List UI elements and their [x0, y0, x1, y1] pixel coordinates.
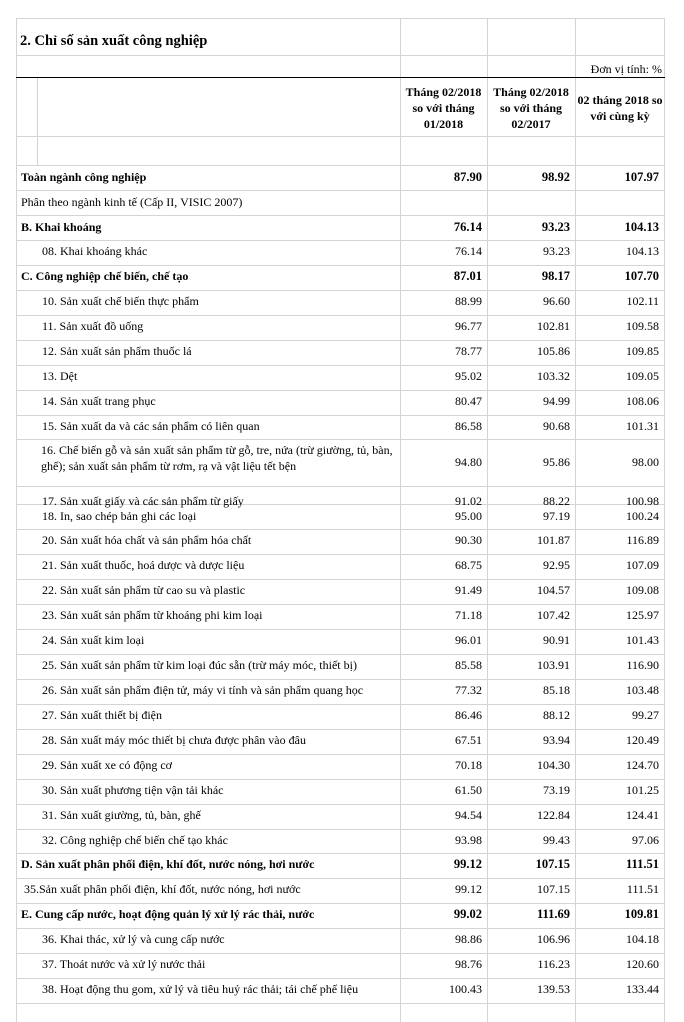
row-label: D. Sản xuất phân phối điện, khí đốt, nước nóng, hơi nước: [21, 857, 315, 871]
row-value-col1: 87.01: [453, 269, 482, 283]
row-value-col2: 103.91: [537, 658, 570, 672]
gridline-v-left: [16, 18, 17, 1022]
row-value-col1: 91.02: [455, 494, 482, 508]
gridline-h: [16, 165, 665, 166]
row-value-col2: 101.87: [537, 533, 570, 547]
page-title: 2. Chỉ số sản xuất công nghiệp: [20, 33, 208, 49]
row-value-col1: 61.50: [455, 783, 482, 797]
gridline-h: [16, 579, 665, 580]
gridline-h: [16, 136, 665, 137]
gridline-h: [16, 629, 665, 630]
row-label: 13. Dệt: [42, 369, 78, 383]
gridline-h: [16, 554, 665, 555]
row-value-col1: 77.32: [455, 683, 482, 697]
row-value-col2: 92.95: [543, 558, 570, 572]
row-value-col2: 107.42: [537, 608, 570, 622]
row-value-col1: [400, 194, 482, 210]
row-value-col1: 99.02: [453, 907, 482, 921]
row-label: 38. Hoạt động thu gom, xử lý và tiêu huỷ rác thải; tái chế phế liệu: [42, 982, 359, 996]
gridline-h: [16, 365, 665, 366]
row-value-col2: 116.23: [537, 957, 570, 971]
row-label: 11. Sản xuất đồ uống: [42, 319, 144, 333]
gridline-h: [16, 439, 665, 440]
row-value-col1: 95.00: [455, 509, 482, 523]
row-value-col2: 90.68: [543, 419, 570, 433]
gridline-h: [16, 604, 665, 605]
gridline-h: [16, 240, 665, 241]
row-value-col2: 107.15: [535, 857, 570, 871]
row-label: 29. Sản xuất xe có động cơ: [42, 758, 172, 772]
gridline-h: [16, 340, 665, 341]
row-value-col2: 106.96: [537, 932, 570, 946]
row-value-col3: 104.13: [624, 220, 659, 234]
row-value-col1: 94.54: [455, 808, 482, 822]
row-value-col2: 107.15: [537, 882, 570, 896]
row-value-col3: 104.13: [626, 244, 659, 258]
row-label: 35.Sản xuất phân phối điện, khí đốt, nước nóng, hơi nước: [24, 882, 301, 896]
row-value-col2: 98.17: [541, 269, 570, 283]
row-value-col1: 88.99: [455, 294, 482, 308]
gridline-v-right: [664, 18, 665, 1022]
row-value-col3: 109.08: [626, 583, 659, 597]
row-value-col3: 101.31: [626, 419, 659, 433]
row-label: 27. Sản xuất thiết bị điện: [42, 708, 162, 722]
row-label: 20. Sản xuất hóa chất và sản phẩm hóa chất: [42, 533, 252, 547]
row-label: Phân theo ngành kinh tế (Cấp II, VISIC 2007): [21, 195, 243, 209]
row-label: 36. Khai thác, xử lý và cung cấp nước: [42, 932, 225, 946]
row-label: 24. Sản xuất kim loại: [42, 633, 145, 647]
row-label: 18. In, sao chép bản ghi các loại: [42, 509, 197, 523]
row-value-col3: 107.97: [624, 170, 659, 184]
row-value-col3: 124.70: [626, 758, 659, 772]
row-label: 15. Sản xuất da và các sản phẩm có liên quan: [42, 419, 260, 433]
row-value-col2: 93.23: [543, 244, 570, 258]
gridline-h: [16, 679, 665, 680]
row-value-col1: 100.43: [449, 982, 482, 996]
row-value-col3: 125.97: [626, 608, 659, 622]
row-value-col3: 111.51: [626, 857, 659, 871]
gridline-h: [16, 729, 665, 730]
row-value-col2: 99.43: [543, 833, 570, 847]
row-value-col3: 108.06: [626, 394, 659, 408]
row-label: Toàn ngành công nghiệp: [21, 170, 147, 184]
row-label: C. Công nghiệp chế biến, chế tạo: [21, 269, 189, 283]
gridline-h: [16, 654, 665, 655]
row-label: 31. Sản xuất giường, tủ, bàn, ghế: [42, 808, 201, 822]
row-value-col2: 98.92: [541, 170, 570, 184]
row-value-col3: 111.51: [626, 882, 659, 896]
row-value-col2: 93.23: [541, 220, 570, 234]
row-value-col2: 103.32: [537, 369, 570, 383]
row-value-col3: 116.89: [626, 533, 659, 547]
gridline-h: [16, 390, 665, 391]
row-value-col3: 101.25: [626, 783, 659, 797]
row-value-col2: 96.60: [543, 294, 570, 308]
row-value-col2: 104.30: [537, 758, 570, 772]
row-value-col3: 109.05: [626, 369, 659, 383]
row-value-col3: 100.24: [626, 509, 659, 523]
row-value-col1: 78.77: [455, 344, 482, 358]
row-value-col3: 109.58: [626, 319, 659, 333]
row-value-col2: 105.86: [537, 344, 570, 358]
row-value-col1: 98.86: [455, 932, 482, 946]
row-value-col2: 88.12: [543, 708, 570, 722]
row-value-col3: [576, 194, 659, 210]
row-value-col1: 95.02: [455, 369, 482, 383]
row-value-col2: 73.19: [543, 783, 570, 797]
row-label: 22. Sản xuất sản phẩm từ cao su và plastic: [42, 583, 246, 597]
gridline-v-indent: [37, 78, 38, 165]
row-value-col3: 124.41: [626, 808, 659, 822]
row-value-col2: 90.91: [543, 633, 570, 647]
row-label: 28. Sản xuất máy móc thiết bị chưa được phân vào đâu: [42, 733, 306, 747]
row-value-col2: 95.86: [543, 455, 570, 469]
gridline-h: [16, 829, 665, 830]
row-value-col2: 111.69: [537, 907, 570, 921]
gridline-h: [16, 265, 665, 266]
column-header-3: 02 tháng 2018 so với cùng kỳ: [577, 93, 663, 123]
row-label: 17. Sản xuất giấy và các sản phẩm từ giấy: [42, 494, 244, 508]
row-value-col1: 99.12: [455, 882, 482, 896]
row-value-col3: 101.43: [626, 633, 659, 647]
row-value-col1: 71.18: [455, 608, 482, 622]
row-value-col2: 97.19: [543, 509, 570, 523]
row-value-col2: 85.18: [543, 683, 570, 697]
row-value-col3: 102.11: [626, 294, 659, 308]
row-value-col1: 99.12: [453, 857, 482, 871]
row-label: 16. Chế biến gỗ và sản xuất sản phẩm từ gỗ, tre, nứa (trừ giường, tủ, bàn, ghế); sản xuất sản phẩm từ rơm, rạ và vật liệu tết bện: [41, 443, 393, 473]
row-value-col2: 104.57: [537, 583, 570, 597]
row-value-col1: 94.80: [455, 455, 482, 469]
row-label: E. Cung cấp nước, hoạt động quản lý xử lý rác thải, nước: [21, 907, 315, 921]
row-value-col3: 120.49: [626, 733, 659, 747]
row-label: 23. Sản xuất sản phẩm từ khoáng phi kim loại: [42, 608, 263, 622]
row-label: 08. Khai khoáng khác: [42, 244, 148, 258]
row-value-col3: 99.27: [632, 708, 659, 722]
row-value-col3: 107.70: [624, 269, 659, 283]
row-value-col1: 96.01: [455, 633, 482, 647]
row-value-col1: 68.75: [455, 558, 482, 572]
row-label: 14. Sản xuất trang phục: [42, 394, 156, 408]
row-value-col1: 96.77: [455, 319, 482, 333]
gridline-h: [16, 55, 665, 56]
row-label: 10. Sản xuất chế biến thực phẩm: [42, 294, 199, 308]
row-value-col1: 87.90: [453, 170, 482, 184]
row-value-col1: 86.46: [455, 708, 482, 722]
row-value-col1: 76.14: [455, 244, 482, 258]
row-value-col1: 86.58: [455, 419, 482, 433]
row-value-col2: 88.22: [543, 494, 570, 508]
row-label: 21. Sản xuất thuốc, hoá dược và dược liệu: [42, 558, 245, 572]
row-value-col3: 109.81: [624, 907, 659, 921]
row-value-col1: 67.51: [455, 733, 482, 747]
row-value-col3: 107.09: [626, 558, 659, 572]
row-label: 12. Sản xuất sản phẩm thuốc lá: [42, 344, 192, 358]
row-value-col1: 70.18: [455, 758, 482, 772]
row-label: 37. Thoát nước và xử lý nước thải: [42, 957, 206, 971]
row-value-col3: 133.44: [626, 982, 659, 996]
row-value-col1: 91.49: [455, 583, 482, 597]
row-label: 26. Sản xuất sản phẩm điện tử, máy vi tính và sản phẩm quang học: [42, 683, 364, 697]
gridline-h: [16, 804, 665, 805]
column-header-2: Tháng 02/2018 so với tháng 02/2017: [493, 85, 569, 131]
gridline-h: [16, 18, 665, 19]
row-value-col2: 139.53: [537, 982, 570, 996]
row-value-col2: 102.81: [537, 319, 570, 333]
row-value-col1: 98.76: [455, 957, 482, 971]
row-label: 32. Công nghiệp chế biến chế tạo khác: [42, 833, 228, 847]
gridline-h: [16, 190, 665, 191]
gridline-h: [16, 486, 665, 487]
row-value-col3: 120.60: [626, 957, 659, 971]
gridline-h: [16, 754, 665, 755]
row-value-col1: 85.58: [455, 658, 482, 672]
gridline-h: [16, 290, 665, 291]
row-label: 30. Sản xuất phương tiện vận tải khác: [42, 783, 224, 797]
row-value-col2: 93.94: [543, 733, 570, 747]
row-value-col1: 80.47: [455, 394, 482, 408]
column-header-1: Tháng 02/2018 so với tháng 01/2018: [405, 85, 482, 131]
row-value-col3: 116.90: [626, 658, 659, 672]
row-value-col3: 109.85: [626, 344, 659, 358]
row-value-col2: 122.84: [537, 808, 570, 822]
row-value-col3: 100.98: [626, 494, 659, 508]
gridline-h: [16, 315, 665, 316]
gridline-h: [16, 415, 665, 416]
gridline-h: [16, 704, 665, 705]
gridline-h: [16, 779, 665, 780]
row-value-col2: [487, 194, 570, 210]
row-value-col3: 97.06: [632, 833, 659, 847]
unit-note: Đơn vị tính: %: [590, 62, 662, 76]
row-value-col3: 103.48: [626, 683, 659, 697]
row-label: B. Khai khoáng: [21, 220, 102, 234]
row-label: 25. Sản xuất sản phẩm từ kim loại đúc sẵn (trừ máy móc, thiết bị): [42, 658, 357, 672]
gridline-h: [16, 215, 665, 216]
header-rule: [16, 77, 665, 78]
row-value-col1: 93.98: [455, 833, 482, 847]
row-value-col2: 94.99: [543, 394, 570, 408]
row-value-col1: 76.14: [453, 220, 482, 234]
row-value-col3: 104.18: [626, 932, 659, 946]
row-value-col3: 98.00: [632, 455, 659, 469]
row-value-col1: 90.30: [455, 533, 482, 547]
